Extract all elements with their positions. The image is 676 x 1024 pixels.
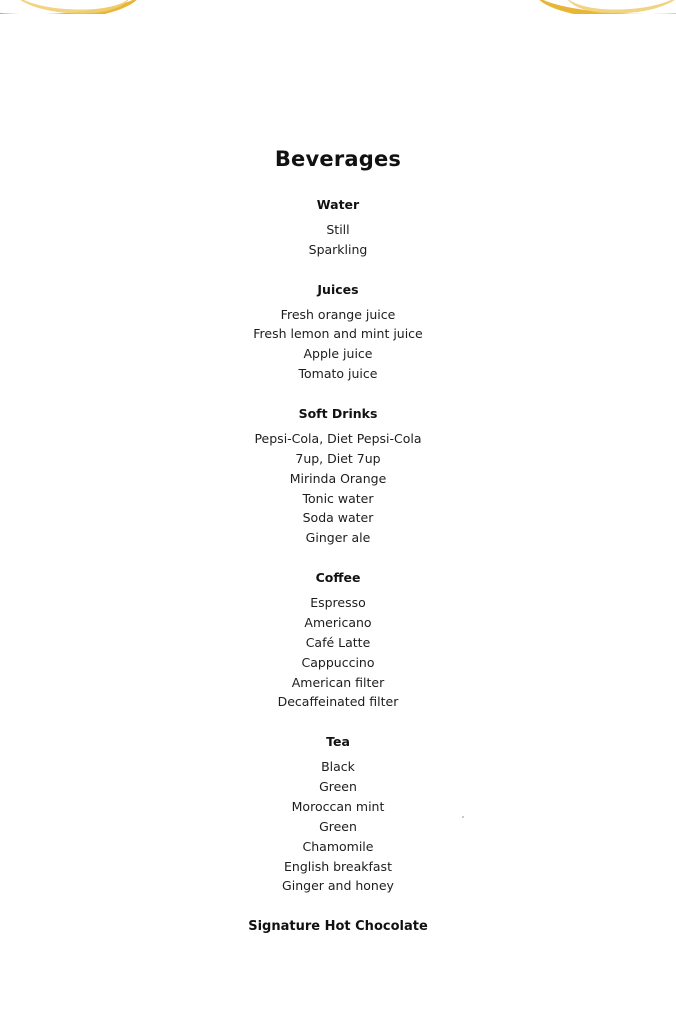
menu-item: Pepsi-Cola, Diet Pepsi-Cola [254, 430, 422, 446]
section-heading: Juices [317, 281, 359, 297]
gold-stroke-right-secondary-icon [565, 0, 676, 14]
menu-item: Tonic water [302, 490, 374, 506]
menu-item: Fresh lemon and mint juice [253, 326, 423, 342]
section-heading: Tea [326, 734, 350, 750]
menu-section-water [0, 197, 676, 260]
menu-item: Still [326, 221, 350, 237]
menu-item: English breakfast [284, 858, 392, 874]
gold-stroke-right-icon [535, 0, 676, 14]
menu-section-coffee [0, 570, 676, 712]
page-title: Beverages [274, 147, 402, 171]
menu-item: Green [319, 779, 357, 795]
scan-speck [462, 816, 464, 818]
menu-item: Ginger and honey [282, 878, 394, 894]
menu-item: Black [321, 759, 355, 775]
menu-section-tea [0, 734, 676, 896]
menu-item: Decaffeinated filter [277, 694, 399, 710]
menu-item: Espresso [310, 595, 366, 611]
section-heading: Coffee [315, 570, 361, 586]
menu-item: Ginger ale [305, 530, 371, 546]
section-heading: Soft Drinks [298, 406, 378, 422]
menu-section-soft-drinks [0, 406, 676, 548]
menu-item-signature-hot-chocolate: Signature Hot Chocolate [248, 919, 428, 935]
menu-item: Chamomile [302, 838, 374, 854]
menu-item: Americano [304, 614, 372, 630]
menu-item: Green [319, 818, 357, 834]
menu-item: American filter [291, 674, 385, 690]
menu-item: Cappuccino [301, 654, 375, 670]
gold-stroke-left-secondary-icon [9, 0, 131, 14]
decorative-gold-brush-strokes [0, 0, 676, 14]
menu-item: 7up, Diet 7up [295, 450, 381, 466]
menu-item: Tomato juice [298, 366, 378, 382]
gold-stroke-left-icon [0, 0, 142, 14]
section-heading: Water [316, 197, 360, 213]
menu-item: Mirinda Orange [289, 470, 387, 486]
menu-item: Café Latte [305, 634, 371, 650]
beverages-menu [0, 148, 676, 937]
menu-item: Soda water [302, 510, 374, 526]
menu-item: Apple juice [303, 346, 373, 362]
menu-item: Sparkling [308, 241, 368, 257]
menu-item: Fresh orange juice [280, 306, 396, 322]
menu-section-juices [0, 282, 676, 384]
menu-item: Moroccan mint [291, 798, 385, 814]
